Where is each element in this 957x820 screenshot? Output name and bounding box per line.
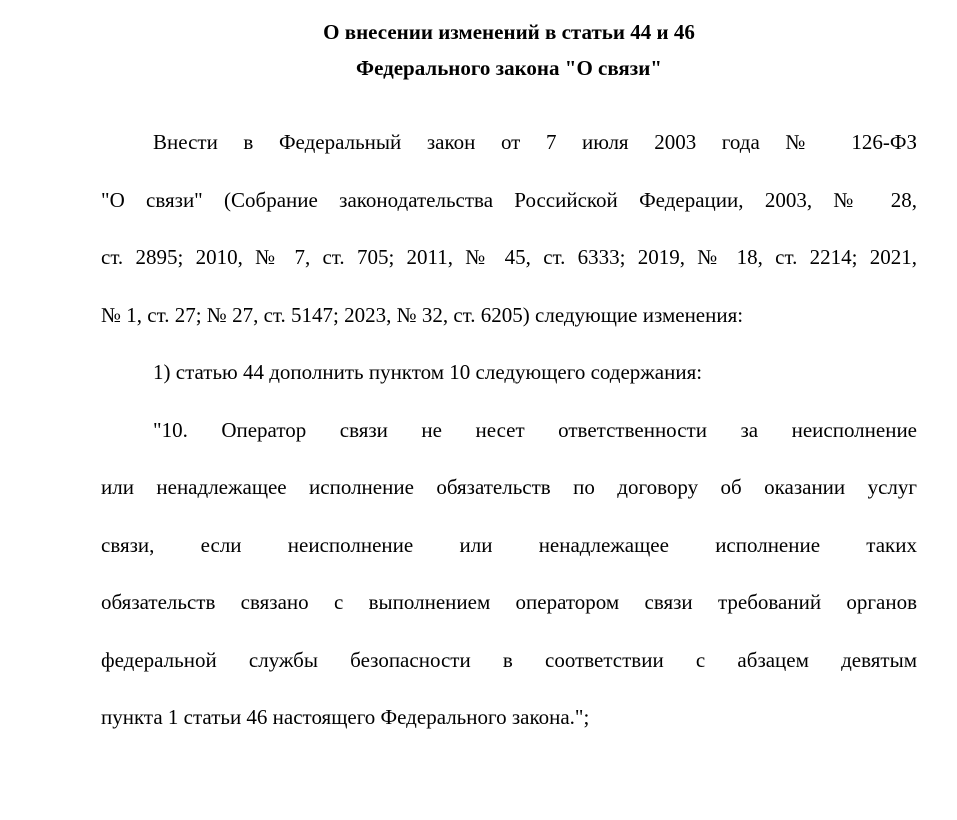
body-line: № 1, ст. 27; № 27, ст. 5147; 2023, № 32, ст. 6205) следующие изменения:	[101, 302, 744, 327]
body-line: "О связи" (Собрание законодательства Российской Федерации, 2003, № 28,	[101, 187, 917, 212]
body-line: ст. 2895; 2010, № 7, ст. 705; 2011, № 45, ст. 6333; 2019, № 18, ст. 2214; 2021,	[101, 245, 917, 269]
body-line: Внести в Федеральный закон от 7 июля 2003 года № 126-ФЗ	[153, 130, 917, 154]
body-line: пункта 1 статьи 46 настоящего Федерального закона.";	[101, 705, 590, 729]
body-line: федеральной службы безопасности в соответствии с абзацем девятым	[101, 647, 917, 672]
document-body	[101, 114, 917, 747]
body-line: связи, если неисполнение или ненадлежащее исполнение таких	[101, 532, 917, 557]
document-page	[0, 14, 957, 747]
body-line: 1) статью 44 дополнить пунктом 10 следующего содержания:	[153, 360, 703, 384]
title-line-2: Федерального закона "О связи"	[356, 56, 662, 80]
document-title	[101, 14, 917, 86]
body-line: или ненадлежащее исполнение обязательств по договору об оказании услуг	[101, 475, 917, 499]
body-line: обязательств связано с выполнением оператором связи требований органов	[101, 590, 917, 614]
title-line-1: О внесении изменений в статьи 44 и 46	[323, 20, 695, 44]
body-line: "10. Оператор связи не несет ответственности за неисполнение	[153, 417, 917, 442]
